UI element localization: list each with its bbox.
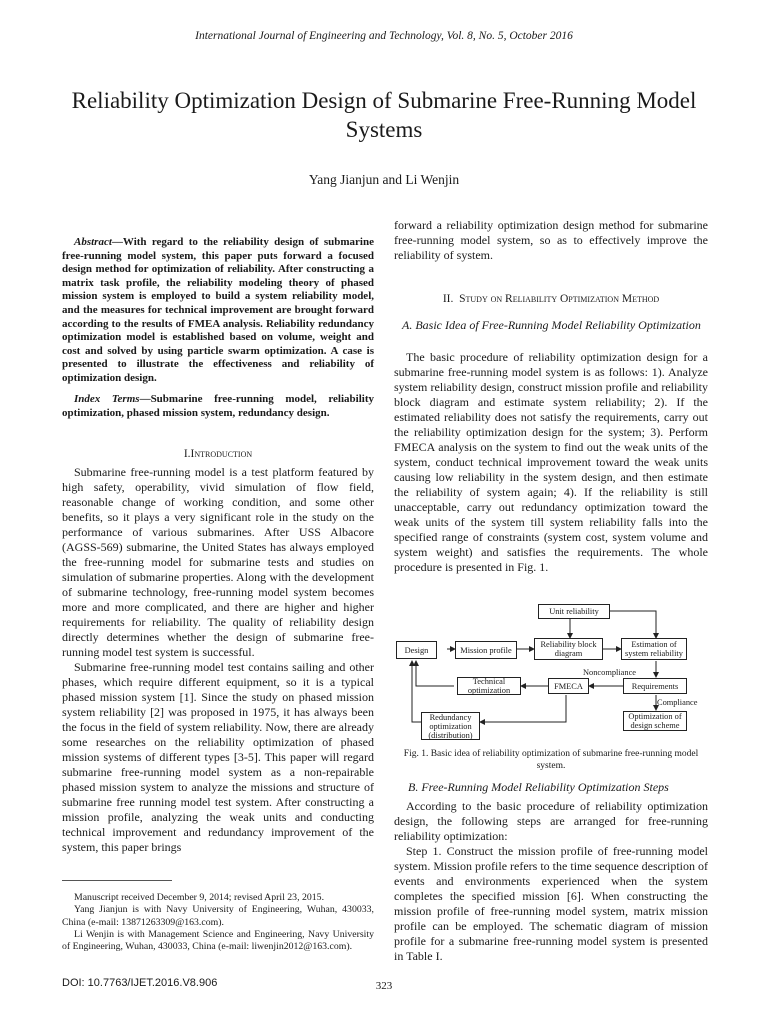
abstract-text: —With regard to the reliability design of submarine free-running model system, this paper puts forward a focused design method for optimization of reliability. After constructing a matrix task profile, the reliability modeling theory of phased mission system is employed to build a system reliability model, and the measures for technical improvement are brought forward according to the results of FMEA analysis. Reliability redundancy optimization model is established based on volume, weight and cost and solved by using particle swarm optimization. A case is presented to illustrate the effectiveness and reliability of optimization design. — [62, 236, 374, 384]
footnotes — [62, 892, 374, 953]
section-number: I. — [183, 448, 191, 460]
section-title: Study on Reliability Optimization Method — [459, 293, 660, 305]
section-heading-introduction — [62, 447, 374, 462]
doi: DOI: 10.7763/IJET.2016.V8.906 — [62, 977, 218, 989]
index-terms — [62, 393, 374, 420]
authors: Yang Jianjun and Li Wenjin — [308, 172, 460, 187]
figure-box-unit-reliability: Unit reliability — [538, 604, 610, 619]
footnote-received: Manuscript received December 9, 2014; revised April 23, 2015. — [74, 892, 325, 903]
figure-box-estimation: Estimation of system reliability — [621, 638, 687, 660]
intro-continuation: forward a reliability optimization design method for submarine free-running model system, so as to effectively improve the reliability of system. — [394, 218, 708, 262]
figure-box-reliability-block-diagram: Reliability block diagram — [534, 638, 603, 660]
figure-box-requirements: Requirements — [623, 678, 687, 694]
figure-1-caption: Fig. 1. Basic idea of reliability optimization of submarine free-running model system. — [403, 749, 699, 771]
section-heading-study — [394, 292, 708, 307]
intro-paragraph-1: Submarine free-running model is a test platform featured by high safety, operability, vivid simulation of flow field, reasonable change of working condition, and some other benefits, so it plays a very significant role in the study on the performance of various submarines. After USS Albacore (AGSS-569) submarine, the United States has always employed the free-running model for submarine tests and studies on simulation of submarine properties. Along with the development of submarine technology, free-running model system becomes more and more complicated, and there are higher and higher requirements for reliability. The quality of reliability design directly determines whether the design of submarine free-running model test system is successful. — [62, 465, 374, 659]
subsection-a-paragraph: The basic procedure of reliability optimization design for a submarine free-running model system is as follows: 1). Analyze system reliability design, construct mission profile and reliability block diagram and estimate system reliability; 2). If the estimated reliability does not satisfy the requirements, carry out the reliability optimization design for the system; 3). Perform FMECA analysis on the system to find out the weak units of the system, conduct technical improvement toward the weak units causing low reliability in the system design, and then estimate the reliability of system again; 4). If the reliability is still unacceptable, carry out redundancy optimization toward the weak units of the system till system reliability falls into the specified range of constraints (system cost, system volume and system weight) and satisfies the requirements. The whole procedure is presented in Fig. 1. — [394, 350, 708, 574]
footnote-rule — [62, 880, 172, 881]
figure-label-noncompliance: Noncompliance — [583, 668, 637, 677]
figure-label-compliance: Compliance — [657, 698, 698, 707]
introduction-body — [62, 465, 374, 855]
subsection-b-body — [394, 799, 708, 964]
subsection-a-body — [394, 350, 708, 575]
abstract-label: Abstract — [74, 236, 112, 248]
figure-box-redundancy-optimization: Redundancy optimization (distribution) — [421, 712, 480, 740]
section-title: Introduction — [190, 448, 253, 460]
figure-box-optimization-scheme: Optimization of design scheme — [623, 711, 687, 731]
index-terms-label: Index Terms — [74, 393, 140, 405]
page-number: 323 — [375, 980, 393, 992]
paper-title: Reliability Optimization Design of Submarine Free-Running Model Systems — [71, 88, 697, 142]
abstract — [62, 236, 374, 386]
footnote-author-2: Li Wenjin is with Management Science and Engineering, Navy University of Engineering, Wuhan, 430033, China (e-mail: liwenjin2012@163.com). — [62, 928, 374, 953]
index-terms-text: —Submarine free-running model, reliability optimization, phased mission system, redundancy design. — [62, 393, 374, 419]
section-number: II. — [442, 293, 454, 305]
figure-box-mission-profile: Mission profile — [455, 641, 517, 659]
journal-header: International Journal of Engineering and Technology, Vol. 8, No. 5, October 2016 — [195, 30, 573, 42]
subsection-b-paragraph-1: According to the basic procedure of reliability optimization design, the following steps are arranged for free-running reliability optimization: — [394, 799, 708, 843]
subsection-b-paragraph-2: Step 1. Construct the mission profile of free-running model system. Mission profile refers to the time sequence description of events and environments experienced when the system completes the specified mission [6]. When constructing the mission profile of free-running model system, matrix mission profile can be employed. The schematic diagram of mission profile for a submarine free-running model system is presented in Table I. — [394, 844, 708, 963]
subsection-b-heading: B. Free-Running Model Reliability Optimization Steps — [408, 780, 669, 794]
intro-paragraph-2: Submarine free-running model test contains sailing and other phases, which require different equipment, so it is a typical phased mission system [1]. Since the study on phased mission system reliability [2] was proposed in 1975, it has always been the focus in the field of system reliability. Now, there are already some researches on the reliability optimization of phased mission systems of different types [3-5]. This paper will regard submarine free-running model system as a non-repairable phased mission system to analyze the missions and structure of submarine free running model test system. After constructing a mission profile, analyzing the weak units and conducting technical improvement and redundancy improvement of the system, this paper brings — [62, 660, 374, 854]
footnote-author-1: Yang Jianjun is with Navy University of Engineering, Wuhan, 430033, China (e-mail: 13871263309@163.com). — [62, 904, 374, 928]
subsection-a-heading: A. Basic Idea of Free-Running Model Reliability Optimization — [402, 318, 701, 332]
figure-box-design: Design — [396, 641, 437, 659]
figure-box-technical-optimization: Technical optimization — [457, 677, 521, 695]
figure-box-fmeca: FMECA — [548, 678, 589, 694]
